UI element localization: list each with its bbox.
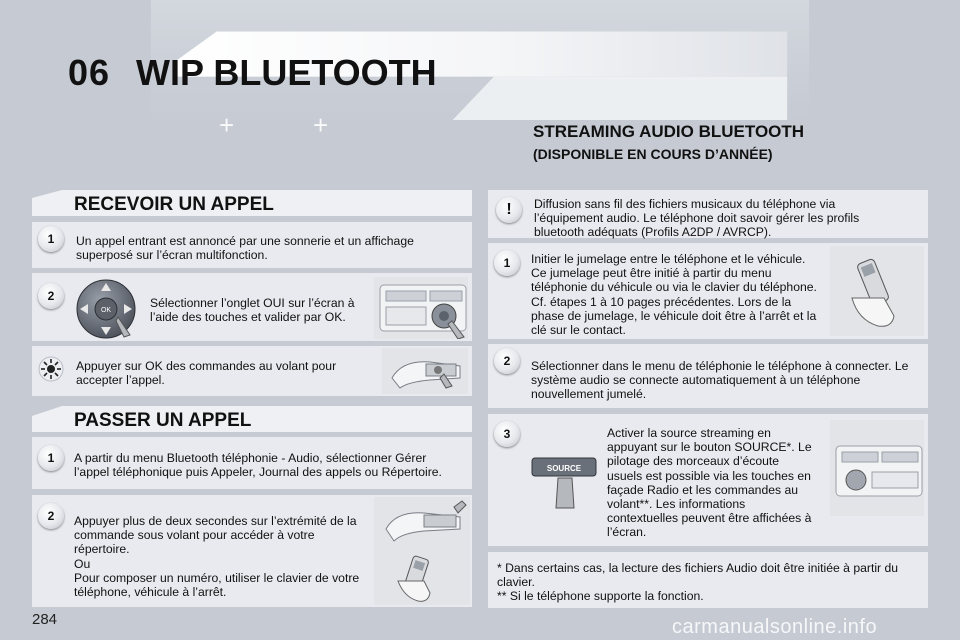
call-heading: PASSER UN APPEL <box>74 410 252 431</box>
chapter-title: WIP BLUETOOTH <box>136 52 437 93</box>
step-badge: 1 <box>38 445 64 471</box>
call-step2-block <box>74 514 364 599</box>
footnote-phone: ** Si le téléphone supporte la fonction. <box>497 589 704 604</box>
source-button-illustration <box>530 448 600 510</box>
streaming-step3-text: Activer la source streaming en appuyant sur le bouton SOURCE*. Le pilotage des morceaux d’écoute usuels est possible via les touches en façade Radio et les commandes au volant**. Les informations contextuelles peuvent être affichées à l’écran. <box>607 426 812 540</box>
steering-stalk-illustration <box>382 348 468 394</box>
receive-heading: RECEVOIR UN APPEL <box>74 194 274 215</box>
receive-step3-text: Appuyer sur OK des commandes au volant pour accepter l’appel. <box>76 359 337 388</box>
phone-in-hand-illustration <box>830 246 924 336</box>
streaming-step2-text: Sélectionner dans le menu de téléphonie le téléphone à connecter. Le système audio se connecte automatiquement à un téléphone nouvellement jumelé. <box>531 359 909 402</box>
warning-icon: ! <box>496 197 522 223</box>
call-step2-line3: Pour composer un numéro, utiliser le clavier de votre téléphone, véhicule à l’arrêt. <box>74 570 360 600</box>
ok-label: OK <box>100 307 112 314</box>
step-badge: 2 <box>494 348 520 374</box>
step-badge: 2 <box>38 503 64 529</box>
steering-control-badge-icon <box>38 356 64 382</box>
navigation-pad-icon <box>72 277 140 341</box>
step-badge: 1 <box>494 250 520 276</box>
receive-step1-text: Un appel entrant est annoncé par une sonnerie et un affichage superposé sur l’écran multifonction. <box>76 234 414 263</box>
plus-decoration-icon: + <box>219 110 235 140</box>
radio-panel-illustration <box>374 277 468 339</box>
streaming-step1-text: Initier le jumelage entre le téléphone et le véhicule. Ce jumelage peut être initié à partir du menu téléphonie du véhicule ou via le clavier du téléphone. Cf. étapes 1 à 10 pages précédentes. Lors de la phase de jumelage, le véhicule doit être à l’arrêt et la clé sur le contact. <box>531 252 817 338</box>
streaming-heading: STREAMING AUDIO BLUETOOTH <box>533 122 805 141</box>
chapter-number: 06 <box>68 52 111 93</box>
call-step1-text: A partir du menu Bluetooth téléphonie - Audio, sélectionner Gérer l’appel téléphonique puis Appeler, Journal des appels ou Répertoire. <box>74 451 442 480</box>
call-step2-line2: Ou <box>74 556 91 571</box>
radio-front-illustration <box>830 420 924 516</box>
watermark: carmanualsonline.info <box>672 616 878 638</box>
call-step2-line1: Appuyer plus de deux secondes sur l’extrémité de la commande sous volant pour accéder à votre répertoire. <box>74 514 357 557</box>
page-number: 284 <box>32 611 58 628</box>
step-badge: 3 <box>494 421 520 447</box>
step-badge: 2 <box>38 283 64 309</box>
notes-block <box>497 561 921 604</box>
phone-and-stalk-illustration <box>374 497 470 605</box>
receive-step2-text: Sélectionner l’onglet OUI sur l’écran à l’aide des touches et valider par OK. <box>150 296 355 325</box>
plus-decoration-icon: + <box>313 110 329 140</box>
footnote-audio: * Dans certains cas, la lecture des fichiers Audio doit être initiée à partir du clavier. <box>497 561 899 590</box>
streaming-subheading: (DISPONIBLE EN COURS D’ANNÉE) <box>533 146 773 162</box>
step-badge: 1 <box>38 226 64 252</box>
streaming-info-text: Diffusion sans fil des fichiers musicaux du téléphone via l’équipement audio. Le téléphone doit savoir gérer les profils bluetooth adéquats (Profils A2DP / AVRCP). <box>534 197 860 240</box>
source-label: SOURCE <box>546 464 582 473</box>
